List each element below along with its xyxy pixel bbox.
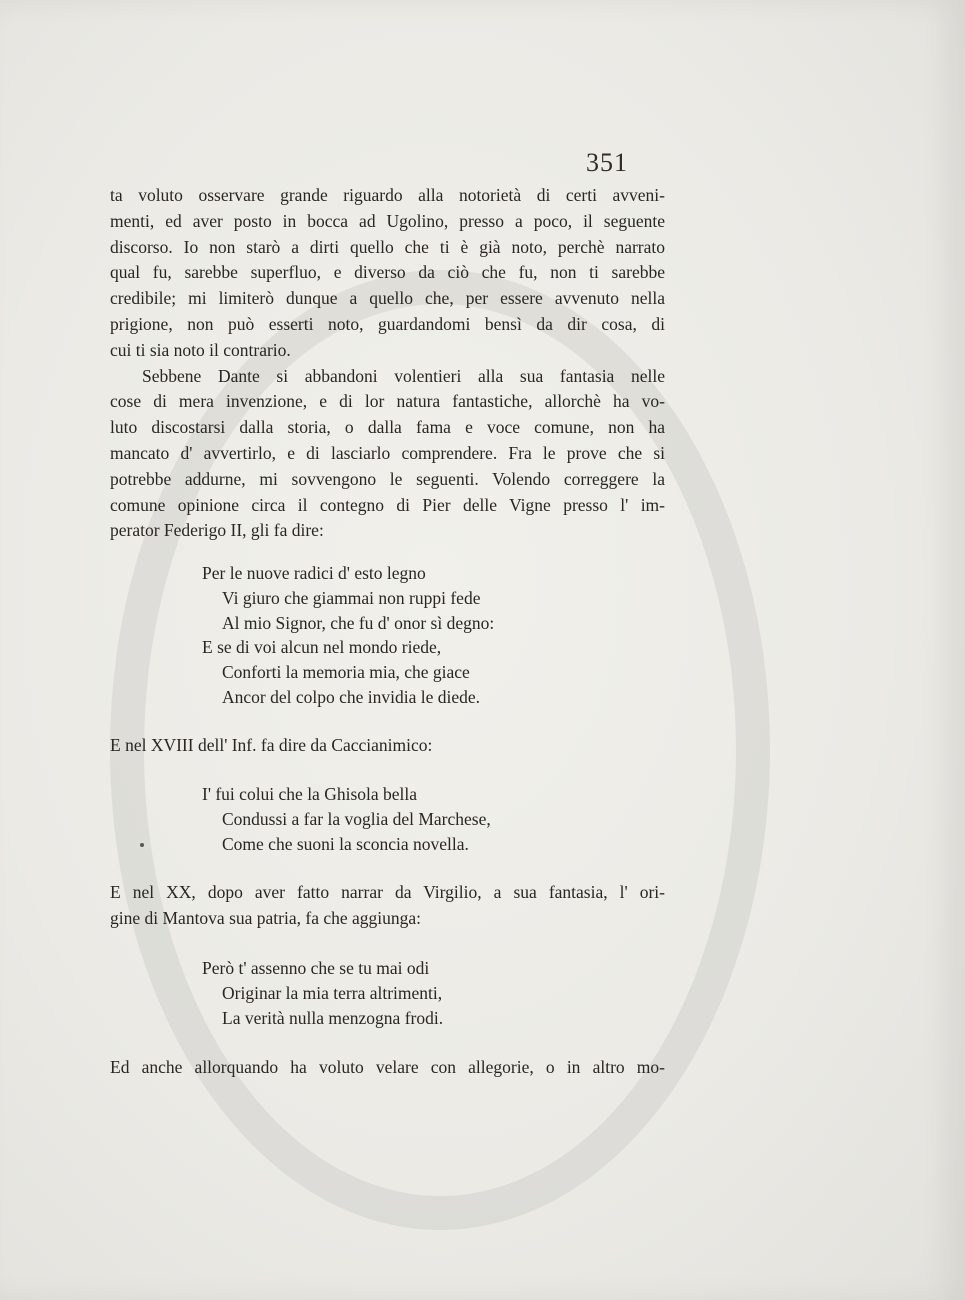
line-inferno-xviii: E nel XVIII dell' Inf. fa dire da Caccianimico: xyxy=(110,735,433,755)
verse-line: La verità nulla menzogna frodi. xyxy=(222,1007,444,1028)
text-line: Ed anche allorquando ha voluto velare con allegorie, o in altro mo- xyxy=(110,1057,665,1077)
page-number: 351 xyxy=(586,148,628,177)
text-line: comune opinione circa il contegno di Pier delle Vigne presso l' im- xyxy=(110,494,665,515)
verse-line: Condussi a far la voglia del Marchese, xyxy=(222,808,491,829)
verse-line: Per le nuove radici d' esto legno xyxy=(202,563,426,583)
verse-line: Vi giuro che giammai non ruppi fede xyxy=(222,587,481,608)
paragraph-virgilio xyxy=(110,880,665,932)
text-line: qual fu, sarebbe superfluo, e diverso da ciò che fu, non ti sarebbe xyxy=(110,262,665,283)
verse-line: Come che suoni la sconcia novella. xyxy=(222,833,469,854)
text-line: gine di Mantova sua patria, fa che aggiunga: xyxy=(110,907,422,928)
text-line: cui ti sia noto il contrario. xyxy=(110,339,291,360)
text-line: discorso. Io non starò a dirti quello che ti è già noto, perchè narrato xyxy=(110,236,665,257)
verse-caccianimico xyxy=(202,782,491,856)
text-line: luto discostarsi dalla storia, o dalla fama e voce comune, non ha xyxy=(110,417,665,438)
paragraph-ugolino xyxy=(110,183,665,544)
text-line: potrebbe addurne, mi sovvengono le seguenti. Volendo correggere la xyxy=(110,468,665,489)
verse-line: Ancor del colpo che invidia le diede. xyxy=(222,686,481,707)
text-line: prigione, non può esserti noto, guardandomi bensì da dir cosa, di xyxy=(110,313,665,334)
verse-pier-delle-vigne xyxy=(202,561,494,710)
text-line: mancato d' avvertirlo, e di lasciarlo comprendere. Fra le prove che si xyxy=(110,442,665,463)
paragraph-final xyxy=(110,1055,665,1081)
text-line: ta voluto osservare grande riguardo alla notorietà di certi avveni- xyxy=(110,185,665,205)
verse-line: Conforti la memoria mia, che giace xyxy=(222,662,470,683)
verse-mantova xyxy=(202,956,443,1030)
ink-speck xyxy=(140,843,144,847)
text-line: Sebbene Dante si abbandoni volentieri alla sua fantasia nelle xyxy=(142,365,665,386)
verse-line: Però t' assenno che se tu mai odi xyxy=(202,958,430,978)
verse-line: I' fui colui che la Ghisola bella xyxy=(202,784,418,804)
verse-line: Al mio Signor, che fu d' onor sì degno: xyxy=(222,612,495,633)
verse-line: Originar la mia terra altrimenti, xyxy=(222,982,443,1003)
text-line: perator Federigo II, gli fa dire: xyxy=(110,520,324,541)
text-line: menti, ed aver posto in bocca ad Ugolino, presso a poco, il seguente xyxy=(110,210,665,231)
text-line: credibile; mi limiterò dunque a quello che, per essere avvenuto nella xyxy=(110,288,665,309)
text-line: E nel XX, dopo aver fatto narrar da Virgilio, a sua fantasia, l' ori- xyxy=(110,882,665,902)
text-line: cose di mera invenzione, e di lor natura fantastiche, allorchè ha vo- xyxy=(110,391,665,412)
verse-line: E se di voi alcun nel mondo riede, xyxy=(202,637,442,658)
